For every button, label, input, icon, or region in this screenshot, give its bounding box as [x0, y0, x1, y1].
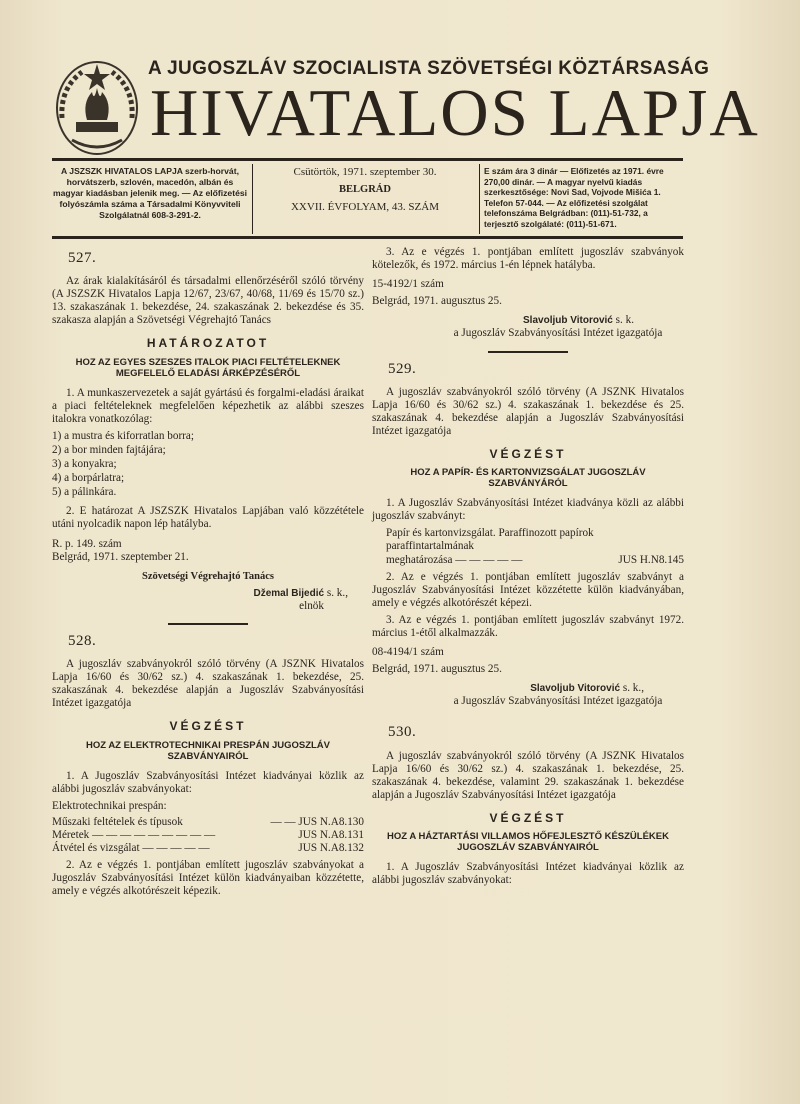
paragraph: 1. A Jugoszláv Szabványosítási Intézet kiadványai közlik az alábbi jugoszláv szabványokat: [372, 861, 684, 887]
subscription-info: A JSZSZK HIVATALOS LAPJA szerb-horvát, horvátszerb, szlovén, macedón, albán és magyar kiadásban jelenik meg. — Az előfizetési folyószámla száma a Társadalmi Könyvviteli Szolgálatnál 608-3-291-2. [52, 166, 248, 220]
signature [372, 682, 644, 695]
signer-name: Džemal Bijedić [253, 587, 325, 599]
article-number: 528. [68, 632, 97, 649]
issue-place-date: Belgrád, 1971. augusztus 25. [372, 295, 502, 308]
list-item: 1) a mustra és kiforratlan borra; [52, 429, 194, 442]
masthead-rule-bottom [52, 236, 683, 239]
paragraph: 1. A Jugoszláv Szabványosítási Intézet kiadványa közli az alábbi jugoszláv szabványt: [372, 497, 684, 523]
standard-row [386, 554, 684, 567]
issue-place-date: Belgrád, 1971. augusztus 25. [372, 663, 502, 676]
reference-number: 08-4194/1 szám [372, 646, 444, 659]
section-subheading: HOZ A PAPÍR- ÉS KARTONVIZSGÁLAT JUGOSZLÁV SZABVÁNYÁRÓL [410, 467, 646, 490]
price-info: E szám ára 3 dinár — Előfizetés az 1971. évre 270,00 dinár. — A magyar nyelvű kiadás szerkesztősége: Novi Sad, Vojvode Mišića 1. Telefon 57-044. — Az előfizetési szolgálat telefonszáma Belgrádban: (011)-51-732, a terjesztő szolgálaté: (011)-51-671. [484, 166, 664, 229]
article-divider [488, 351, 568, 353]
signer-suffix: s. k., [620, 682, 644, 695]
list-item: 3) a konyakra; [52, 458, 117, 471]
standard-name: Papír és kartonvizsgálat. Paraffinozott papírok paraffintartalmának [386, 527, 594, 553]
standard-code: JUS H.N8.145 [618, 553, 684, 566]
standard-name: Méretek — — — — — — — — — [52, 828, 216, 841]
paragraph: 2. Az e végzés 1. pontjában említett jugoszláv szabványokat a Jugoszláv Szabványosítási Intézet külön kiadványaiban közzétette, amely e végzés alkotórészeit képezik. [52, 859, 364, 898]
paragraph: 2. Az e végzés 1. pontjában említett jugoszláv szabványt a Jugoszláv Szabványosítási Intézet közzétette külön kiadványában, amely e végzés alkotórészét képezi. [372, 570, 684, 609]
state-emblem-icon [52, 58, 142, 158]
paragraph: Az árak kialakításáról és társadalmi ellenőrzéséről szóló törvény (A JSZSZK Hivatalos Lapja 12/67, 23/67, 40/68, 11/69 és 15/70 sz.) 13. szakaszának 1. bekezdése, 24. szakaszának 2. bekezdése és 35. szakasza alapján a Szövetségi Végrehajtó Tanács [52, 275, 364, 327]
list-item: 5) a pálinkára. [52, 486, 117, 499]
signature [372, 314, 634, 327]
article-number: 529. [388, 360, 417, 377]
standard-code: JUS N.A8.131 [298, 828, 364, 841]
list-item: 4) a borpárlatra; [52, 472, 125, 485]
signer-role: elnök [299, 599, 324, 612]
standard-row [52, 816, 364, 829]
section-heading: VÉGZÉST [169, 719, 247, 734]
section-heading: VÉGZÉST [489, 447, 567, 462]
section-heading: HATÁROZATOT [146, 336, 270, 351]
article-number: 527. [68, 250, 97, 266]
section-subheading: HOZ AZ ELEKTROTECHNIKAI PRESPÁN JUGOSZLÁV SZABVÁNYAIRÓL [85, 739, 331, 762]
standard-name: Műszaki feltételek és típusok [52, 815, 183, 828]
standard-row [52, 842, 364, 855]
paragraph: A jugoszláv szabványokról szóló törvény (A JSZNK Hivatalos Lapja 16/60 és 30/62 sz.) 4. szakaszának 1. bekezdése és 25. szakaszának 4. bekezdése alapján a Jugoszláv Szabványosítási Intézet igazgatója [372, 385, 684, 437]
standards-list [52, 800, 364, 855]
signer-role: a Jugoszláv Szabványosítási Intézet igazgatója [453, 327, 663, 340]
signer-name: Slavoljub Vitorović [530, 683, 621, 695]
paragraph: A jugoszláv szabványokról szóló törvény (A JSZNK Hivatalos Lapja 16/60 és 30/62 sz.) 4. szakaszának 1. bekezdése, 25. szakaszának 4. bekezdése alapján a Jugoszláv Szabványosítási Intézet igazgatója [52, 658, 364, 710]
signature [52, 587, 348, 600]
signing-institution: Szövetségi Végrehajtó Tanács [141, 570, 275, 582]
section-subheading: HOZ A HÁZTARTÁSI VILLAMOS HŐFEJLESZTŐ KÉSZÜLÉKEK JUGOSZLÁV SZABVÁNYAIRÓL [386, 831, 669, 853]
paragraph: 1. A Jugoszláv Szabványosítási Intézet kiadványai közlik az alábbi jugoszláv szabványokat: [52, 769, 364, 795]
signer-name: Slavoljub Vitorović [523, 315, 613, 327]
reference-number: R. p. 149. szám [52, 537, 122, 550]
standards-list [386, 527, 684, 566]
masthead-separator [479, 164, 480, 234]
section-subheading: HOZ AZ EGYES SZESZES ITALOK PIACI FELTÉTELEKNEK MEGFELELŐ ELADÁSI ÁRKÉPZÉSÉRŐL [75, 356, 341, 379]
article-number: 530. [388, 724, 417, 741]
masthead-separator [252, 164, 253, 234]
left-column [52, 246, 364, 902]
issue-volume: XXVII. ÉVFOLYAM, 43. SZÁM [290, 201, 439, 213]
standards-group-title: Elektrotechnikai prespán: [52, 799, 167, 812]
publication-main-title: HIVATALOS LAPJA [150, 76, 760, 150]
signer-role: a Jugoszláv Szabványosítási Intézet igazgatója [453, 695, 663, 708]
section-heading: VÉGZÉST [489, 810, 567, 825]
signer-suffix: s. k. [612, 314, 634, 327]
paragraph: 1. A munkaszervezetek a saját gyártású és forgalmi-eladási áraikat a piaci feltételeknek megfelelően képezhetik az alábbi szeszes italokra vonatkozólag: [52, 386, 364, 425]
paragraph: 3. Az e végzés 1. pontjában említett jugoszláv szabványok kötelezők, és 1972. március 1-én lépnek hatályba. [372, 246, 684, 272]
standard-code: JUS N.A8.132 [298, 842, 364, 854]
issue-info [256, 166, 474, 219]
beverage-list [52, 430, 364, 499]
paragraph: 2. E határozat A JSZSZK Hivatalos Lapjában való közzététele utáni nyolcadik napon lép hatályba. [52, 505, 364, 531]
article-divider [168, 623, 248, 625]
paragraph: 3. Az e végzés 1. pontjában említett jugoszláv szabványt 1972. március 1-étől alkalmazzák. [372, 613, 684, 639]
issue-place-date: Belgrád, 1971. szeptember 21. [52, 550, 189, 563]
signer-suffix: s. k., [324, 586, 348, 599]
standard-name: Átvétel és vizsgálat — — — — — [52, 842, 210, 854]
list-item: 2) a bor minden fajtájára; [52, 443, 166, 456]
standard-name: meghatározása — — — — — [386, 553, 523, 566]
standard-code: — — JUS N.A8.130 [270, 815, 364, 828]
right-column [372, 246, 684, 891]
reference-number: 15-4192/1 szám [372, 278, 444, 291]
publication-country-title: A JUGOSZLÁV SZOCIALISTA SZÖVETSÉGI KÖZTÁRSASÁG [148, 58, 710, 79]
issue-date: Csütörtök, 1971. szeptember 30. [293, 166, 437, 178]
issue-city: BELGRÁD [339, 184, 391, 195]
standard-row [52, 829, 364, 842]
masthead-rule-top [52, 158, 683, 161]
paragraph: A jugoszláv szabványokról szóló törvény (A JSZNK Hivatalos Lapja 16/60 és 30/62 sz.) 4. szakaszának 1. bekezdése, 25. szakaszának 4. bekezdése, valamint 29. szakaszának 1. bekezdése alapján a Jugoszláv Szabványosítási Intézet igazgatója [372, 749, 684, 801]
